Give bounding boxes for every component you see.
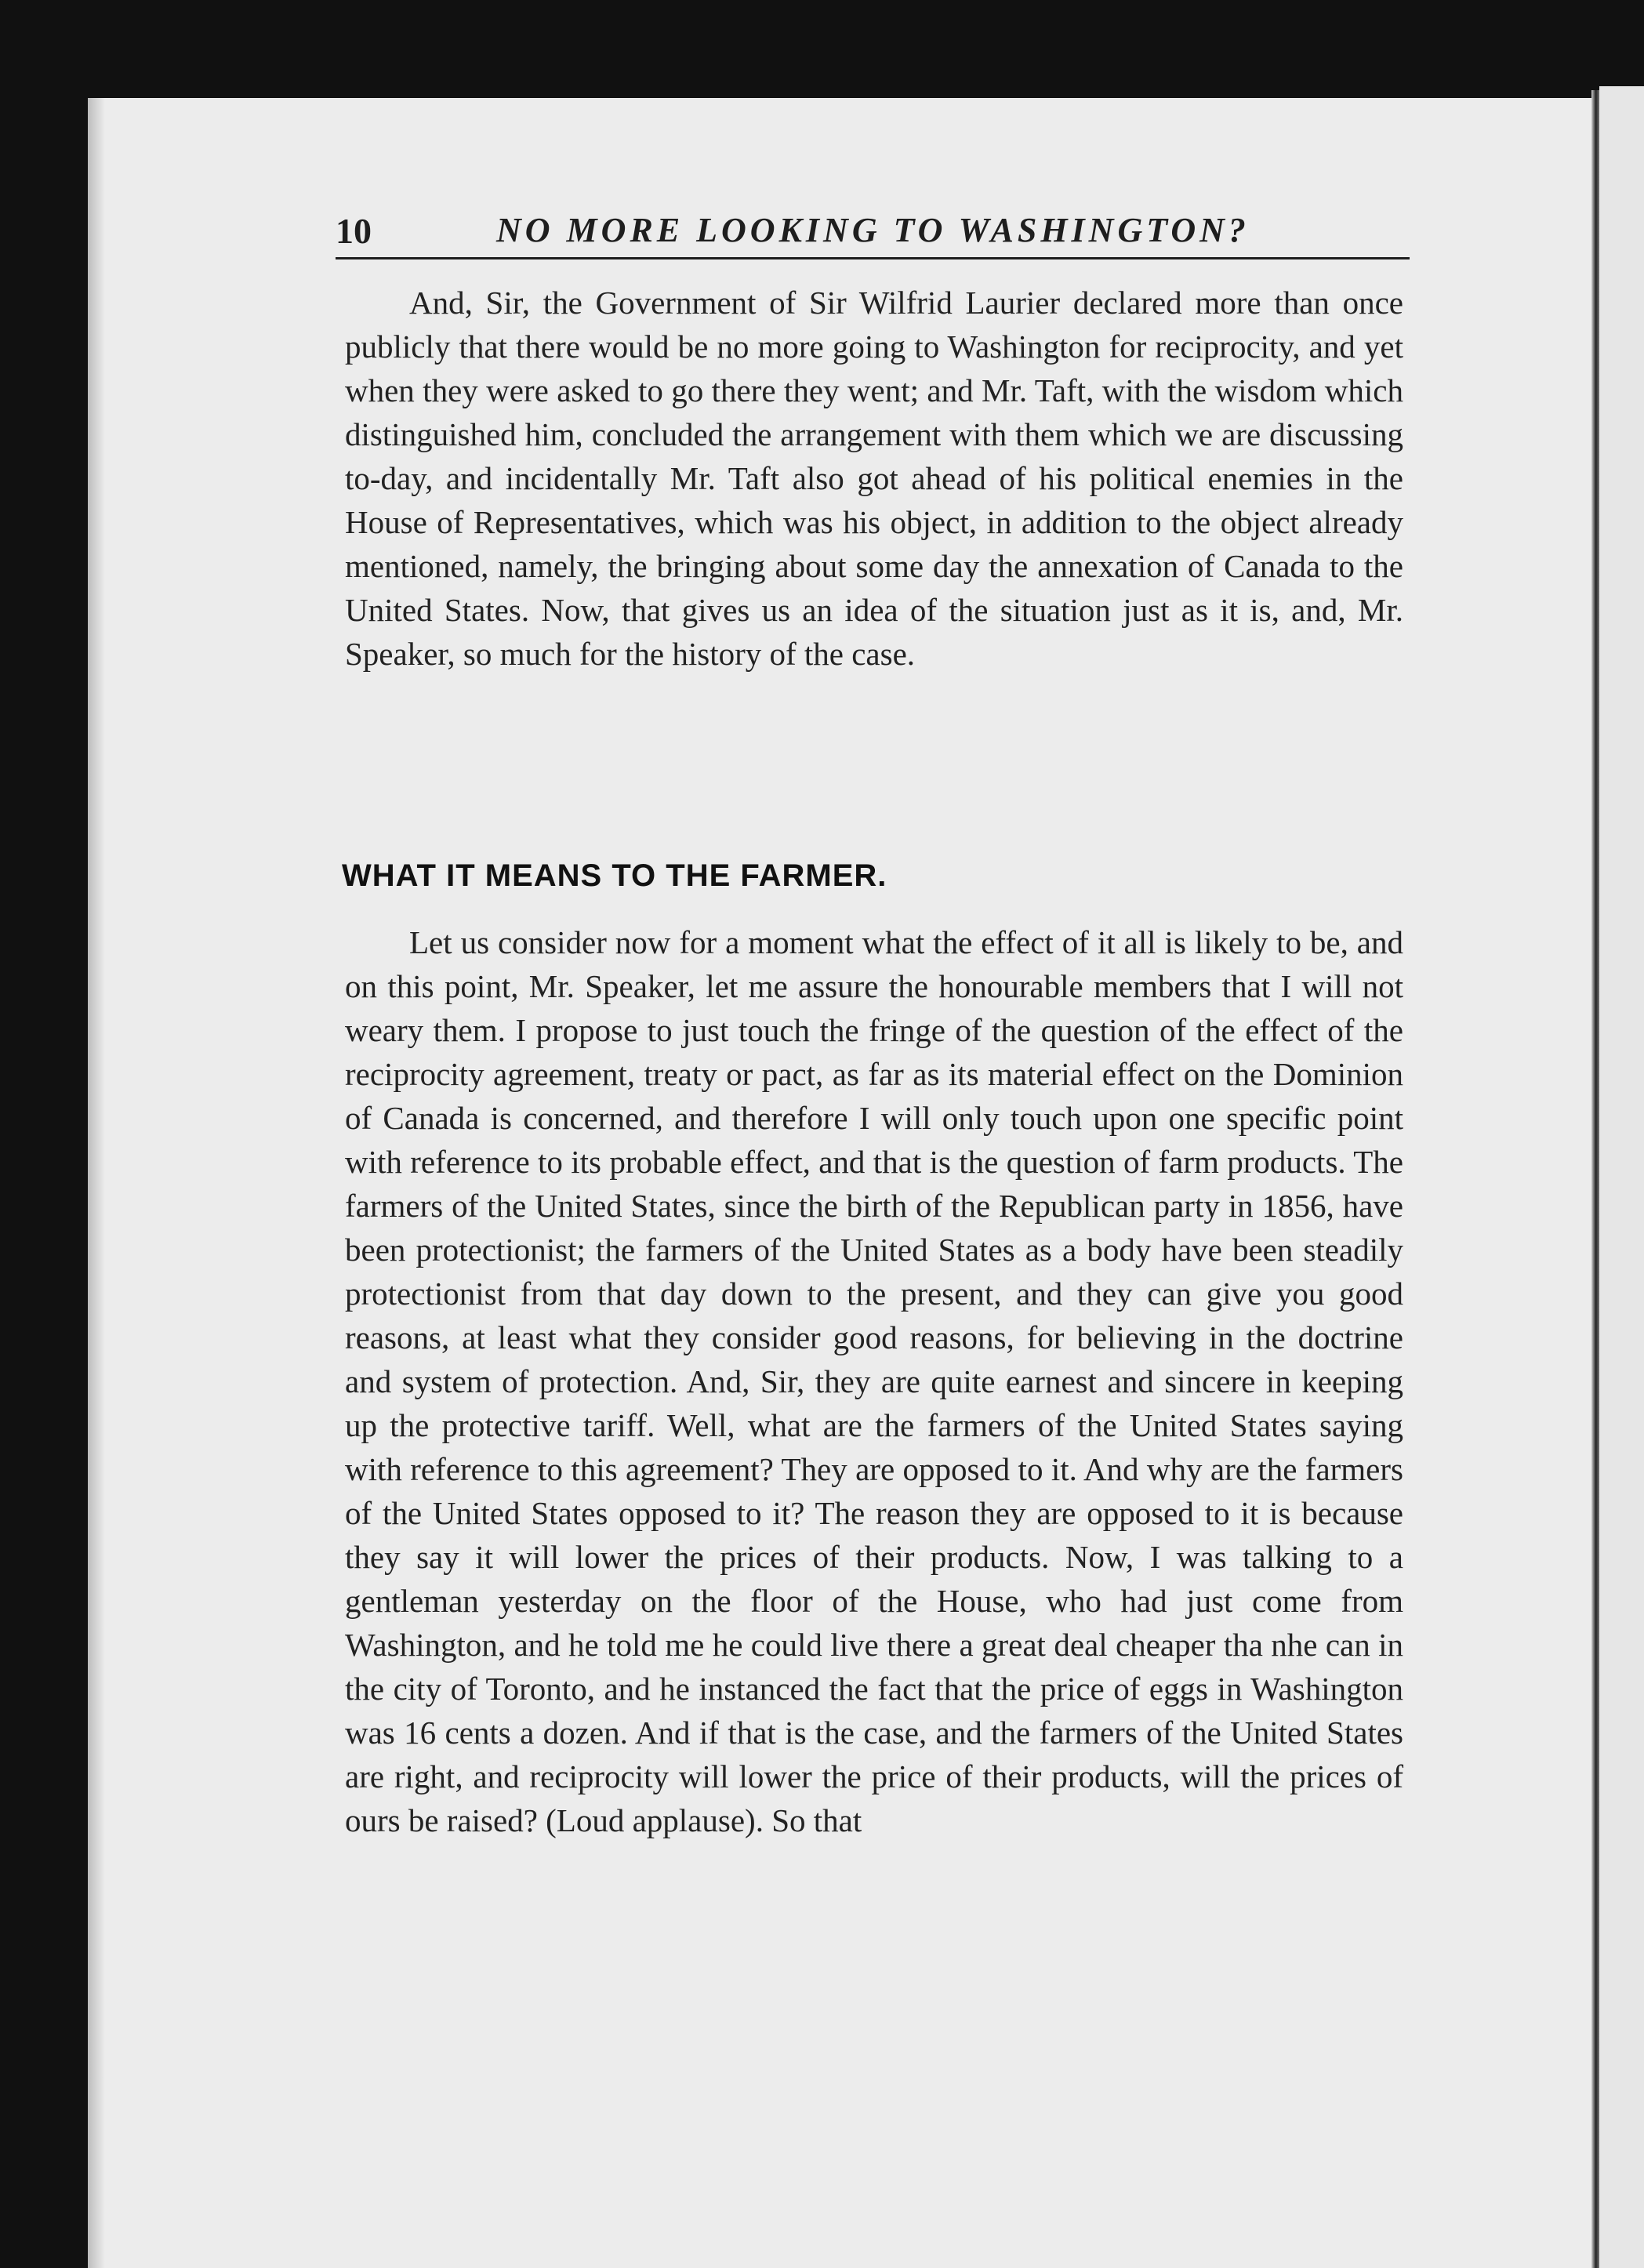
page-left-shadow [88,98,105,2268]
running-head: NO MORE LOOKING TO WASHINGTON? [496,211,1250,249]
paragraph-farmer: Let us consider now for a moment what the effect of it all is likely to be, and on this point, Mr. Speaker, let me assure the honourable members that I will not weary them. I propose to just touch the fringe of the question of the effect of the reciprocity agreement, treaty or pact, as far as its material effect on the Dominion of Canada is concerned, and therefore I will only touch upon one specific point with reference to its probable effect, and that is the question of farm products. The farmers of the United States, since the birth of the Republican party in 1856, have been protectionist; the farmers of the United States as a body have been steadily protectionist from that day down to the present, and they can give you good reasons, at least what they consider good reasons, for believing in the doctrine and system of protection. And, Sir, they are quite earnest and sincere in keeping up the protective tariff. Well, what are the farmers of the United States saying with reference to this agreement? They are opposed to it. And why are the farmers of the United States opposed to it? The reason they are opposed to it is because they say it will lower the prices of their products. Now, I was talking to a gentleman yesterday on the floor of the House, who had just come from Washington, and he told me he could live there a great deal cheaper tha nhe can in the city of Toronto, and he instanced the fact that the price of eggs in Washington was 16 cents a dozen. And if that is the case, and the farmers of the United States are right, and reciprocity will lower the price of their products, will the prices of ours be raised? (Loud applause). So that [345,924,1403,1838]
section-heading: WHAT IT MEANS TO THE FARMER. [342,858,887,893]
paragraph-intro: And, Sir, the Government of Sir Wilfrid Laurier declared more than once publicly that there would be no more going to Washington for reciprocity, and yet when they were asked to go there they went; and Mr. Taft, with the wisdom which distinguished him, concluded the arrangement with them which we are discussing to-day, and incidentally Mr. Taft also got ahead of his political enemies in the House of Representatives, which was his object, in addition to the object already mentioned, namely, the bringing about some day the annexation of Canada to the United States. Now, that gives us an idea of the situation just as it is, and, Mr. Speaker, so much for the history of the case. [345,285,1403,672]
page-number: 10 [336,211,372,251]
facing-page-edge [1599,86,1644,2268]
page-header [336,210,1410,259]
